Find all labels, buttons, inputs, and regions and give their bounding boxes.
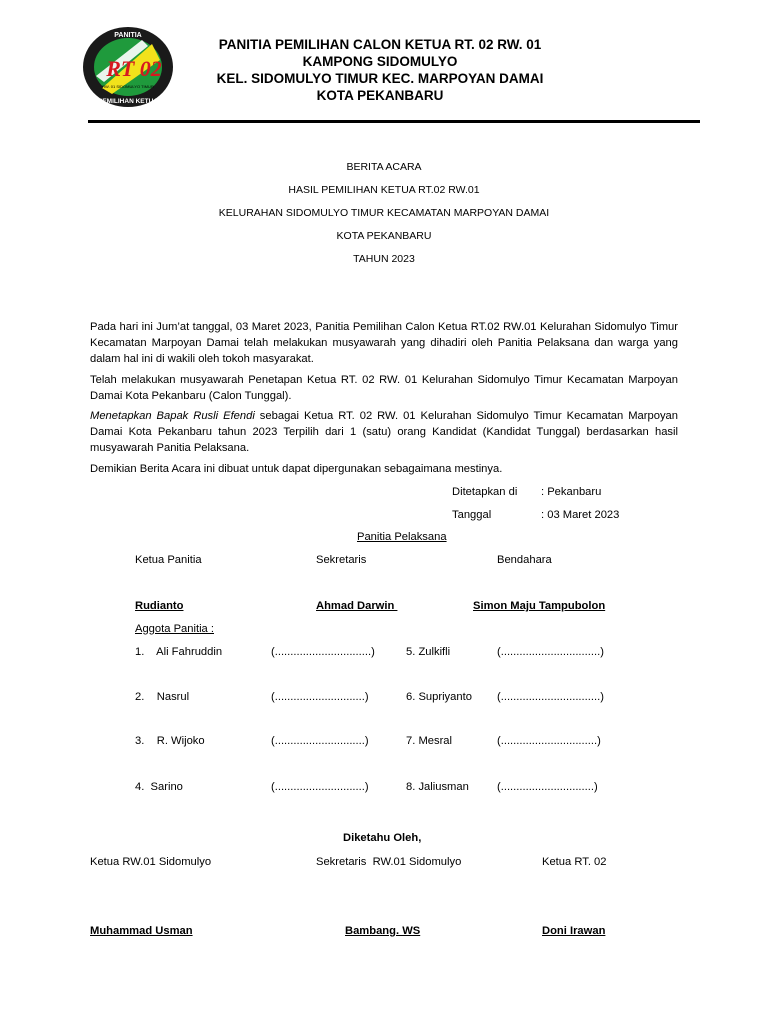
title-line-4: KOTA PEKANBARU (336, 230, 432, 242)
signature-line-6: (................................) (497, 691, 604, 703)
name-chairman: Rudianto (135, 600, 184, 612)
letterhead-divider (88, 120, 700, 123)
paragraph-closing: Demikian Berita Acara ini dibuat untuk dapat dipergunakan sebagaimana mestinya. (90, 463, 503, 475)
date-value: : 03 Maret 2023 (541, 509, 620, 521)
title-line-3: KELURAHAN SIDOMULYO TIMUR KECAMATAN MARPOYAN DAMAI (218, 207, 550, 219)
name-treasurer: Simon Maju Tampubolon (473, 600, 606, 612)
member-3: 3. R. Wijoko (135, 735, 205, 747)
title-line-1: BERITA ACARA (346, 161, 422, 173)
ack-name-rt-chair: Doni Irawan (542, 925, 606, 937)
place-value: : Pekanbaru (541, 486, 602, 498)
title-line-2: HASIL PEMILIHAN KETUA RT.02 RW.01 (288, 184, 480, 196)
date-label: Tanggal (452, 509, 492, 521)
logo-inner-text: RW. 01 SIDOMULYO TIMUR (102, 84, 154, 89)
ack-role-rw-chair: Ketua RW.01 Sidomulyo (90, 856, 212, 868)
title-line-5: TAHUN 2023 (353, 253, 415, 265)
ack-role-rt-chair: Ketua RT. 02 (542, 856, 607, 868)
letterhead-line-4: KOTA PEKANBARU (316, 88, 444, 103)
logo-mark: RT 02 (106, 56, 162, 81)
elected-name: Menetapkan Bapak Rusli Efendi (90, 410, 255, 422)
ack-name-rw-chair: Muhammad Usman (90, 925, 193, 937)
signature-line-3: (.............................) (271, 735, 369, 747)
letterhead-line-3: KEL. SIDOMULYO TIMUR KEC. MARPOYAN DAMAI (216, 71, 544, 86)
paragraph-deliberation: Telah melakukan musyawarah Penetapan Ketua RT. 02 RW. 01 Kelurahan Sidomulyo Timur Kecamatan Marpoyan Damai Kota Pekanbaru (Calon Tunggal). (90, 374, 678, 402)
member-1: 1. Ali Fahruddin (135, 646, 223, 658)
ack-name-rw-secretary: Bambang. WS (345, 925, 421, 937)
role-chairman: Ketua Panitia (135, 554, 202, 566)
signature-line-1: (...............................) (271, 646, 375, 658)
acknowledged-heading: Diketahu Oleh, (343, 832, 422, 844)
signature-line-8: (..............................) (497, 781, 598, 793)
members-label: Aggota Panitia : (135, 623, 214, 635)
signature-line-5: (................................) (497, 646, 604, 658)
place-label: Ditetapkan di (452, 486, 518, 498)
member-5: 5. Zulkifli (406, 646, 451, 658)
member-6: 6. Supriyanto (406, 691, 472, 703)
letterhead-line-2: KAMPONG SIDOMULYO (302, 54, 458, 69)
ack-role-rw-secretary: Sekretaris RW.01 Sidomulyo (316, 856, 462, 868)
logo-bottom-text: PEMILIHAN KETUA (98, 98, 158, 105)
signature-line-7: (...............................) (497, 735, 601, 747)
role-secretary: Sekretaris (316, 554, 367, 566)
role-treasurer: Bendahara (497, 554, 552, 566)
logo-top-text: PANITIA (114, 32, 142, 39)
paragraph-decision (90, 408, 678, 456)
name-secretary: Ahmad Darwin (316, 600, 398, 612)
member-7: 7. Mesral (406, 735, 453, 747)
member-4: 4. Sarino (135, 781, 183, 793)
committee-heading: Panitia Pelaksana (357, 531, 447, 543)
letterhead-line-1: PANITIA PEMILIHAN CALON KETUA RT. 02 RW. 01 (218, 37, 542, 52)
member-8: 8. Jaliusman (406, 781, 469, 793)
paragraph-opening: Pada hari ini Jum’at tanggal, 03 Maret 2023, Panitia Pemilihan Calon Ketua RT.02 RW.01 Kelurahan Sidomulyo Timur Kecamatan Marpoyan Damai telah melakukan musyawarah yang dihadiri oleh Panitia Pelaksana dan warga yang dalam hal ini di wakili oleh tokoh masyarakat. (90, 321, 678, 365)
signature-line-2: (.............................) (271, 691, 369, 703)
member-2: 2. Nasrul (135, 691, 190, 703)
signature-line-4: (.............................) (271, 781, 369, 793)
decision-text: sebagai Ketua RT. 02 RW. 01 Kelurahan Sidomulyo Timur Kecamatan Marpoyan Damai Kota Pekanbaru tahun 2023 Terpilih dari 1 (satu) orang Kandidat (Kandidat Tunggal) berdasarkan hasil musyawarah Panitia Pelaksana. (90, 410, 678, 454)
